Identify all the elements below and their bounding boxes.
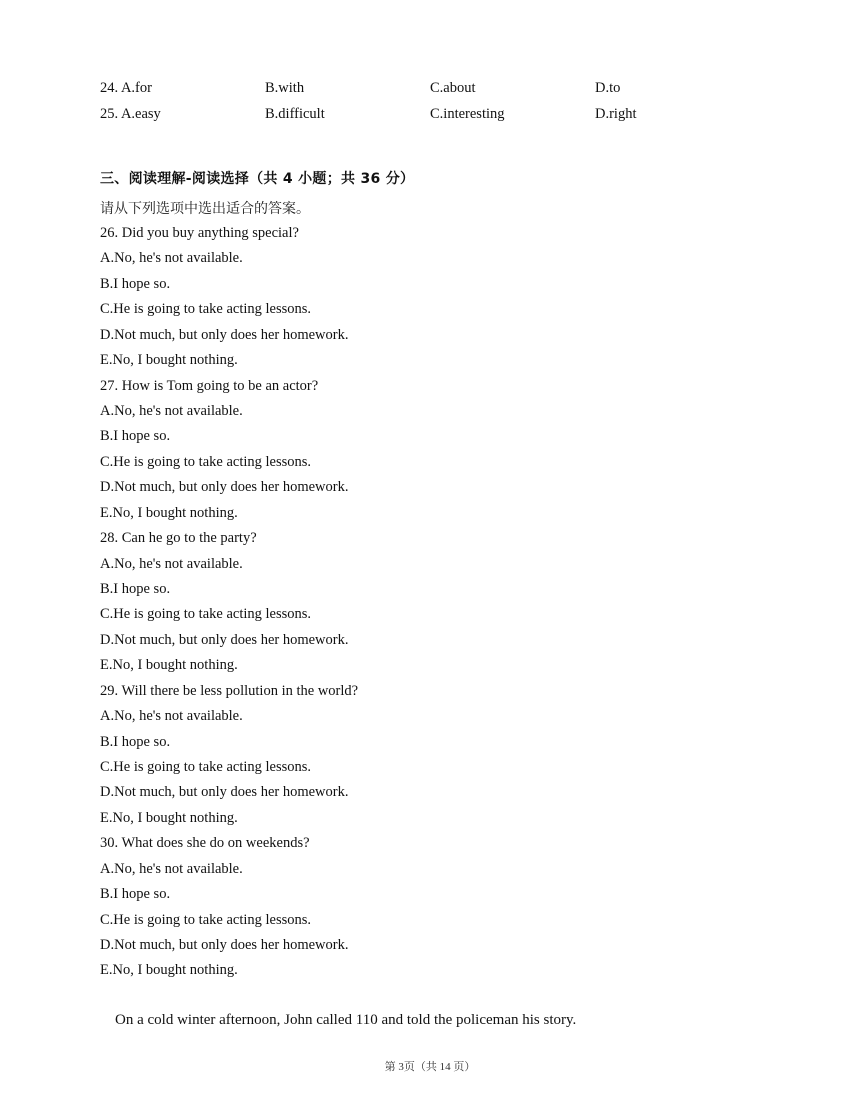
option-25-a: 25. A.easy [100, 106, 161, 122]
answer-option: E.No, I bought nothing. [100, 351, 238, 368]
page-footer: 第 3页（共 14 页） [384, 1061, 476, 1073]
answer-option: B.I hope so. [100, 275, 171, 292]
vocab-options-row-24 [100, 80, 800, 100]
section-title: 三、阅读理解-阅读选择（共 4 小题；共 36 分） [100, 171, 415, 187]
answer-option: A.No, he's not available. [100, 860, 243, 877]
answer-option: B.I hope so. [100, 886, 171, 903]
answer-option: C.He is going to take acting lessons. [100, 453, 312, 470]
question-block-26 [100, 221, 800, 373]
option-24-d: D.to [595, 80, 621, 96]
answer-option: D.Not much, but only does her homework. [100, 631, 349, 648]
answer-option: A.No, he's not available. [100, 402, 243, 419]
answer-option: C.He is going to take acting lessons. [100, 606, 312, 623]
answer-option: E.No, I bought nothing. [100, 657, 238, 674]
answer-option: E.No, I bought nothing. [100, 504, 238, 521]
answer-option: C.He is going to take acting lessons. [100, 758, 312, 775]
option-24-b: B.with [265, 80, 305, 96]
answer-option: D.Not much, but only does her homework. [100, 479, 349, 496]
passage-first-line: On a cold winter afternoon, John called 110 and told the policeman his story. [115, 1012, 577, 1028]
answer-option: C.He is going to take acting lessons. [100, 911, 312, 928]
question-block-28 [100, 526, 800, 678]
answer-option: B.I hope so. [100, 428, 171, 445]
question-text: 28. Can he go to the party? [100, 530, 257, 547]
vocab-options-row-25 [100, 106, 800, 126]
answer-option: A.No, he's not available. [100, 555, 243, 572]
answer-option: D.Not much, but only does her homework. [100, 784, 349, 801]
answer-option: B.I hope so. [100, 580, 171, 597]
option-25-b: B.difficult [265, 106, 325, 122]
question-block-30 [100, 831, 800, 983]
answer-option: E.No, I bought nothing. [100, 962, 238, 979]
answer-option: C.He is going to take acting lessons. [100, 301, 312, 318]
question-text: 30. What does she do on weekends? [100, 835, 310, 852]
section-instruction: 请从下列选项中选出适合的答案。 [100, 201, 310, 217]
answer-option: A.No, he's not available. [100, 250, 243, 267]
answer-option: D.Not much, but only does her homework. [100, 936, 349, 953]
question-block-27 [100, 374, 800, 526]
answer-option: A.No, he's not available. [100, 708, 243, 725]
answer-option: B.I hope so. [100, 733, 171, 750]
option-25-c: C.interesting [430, 106, 505, 122]
answer-option: E.No, I bought nothing. [100, 809, 238, 826]
option-24-c: C.about [430, 80, 476, 96]
option-24-a: 24. A.for [100, 80, 152, 96]
question-block-29 [100, 679, 800, 831]
question-text: 26. Did you buy anything special? [100, 225, 299, 241]
answer-option: D.Not much, but only does her homework. [100, 326, 349, 343]
question-text: 27. How is Tom going to be an actor? [100, 377, 319, 394]
option-25-d: D.right [595, 106, 637, 122]
question-text: 29. Will there be less pollution in the world? [100, 682, 359, 699]
